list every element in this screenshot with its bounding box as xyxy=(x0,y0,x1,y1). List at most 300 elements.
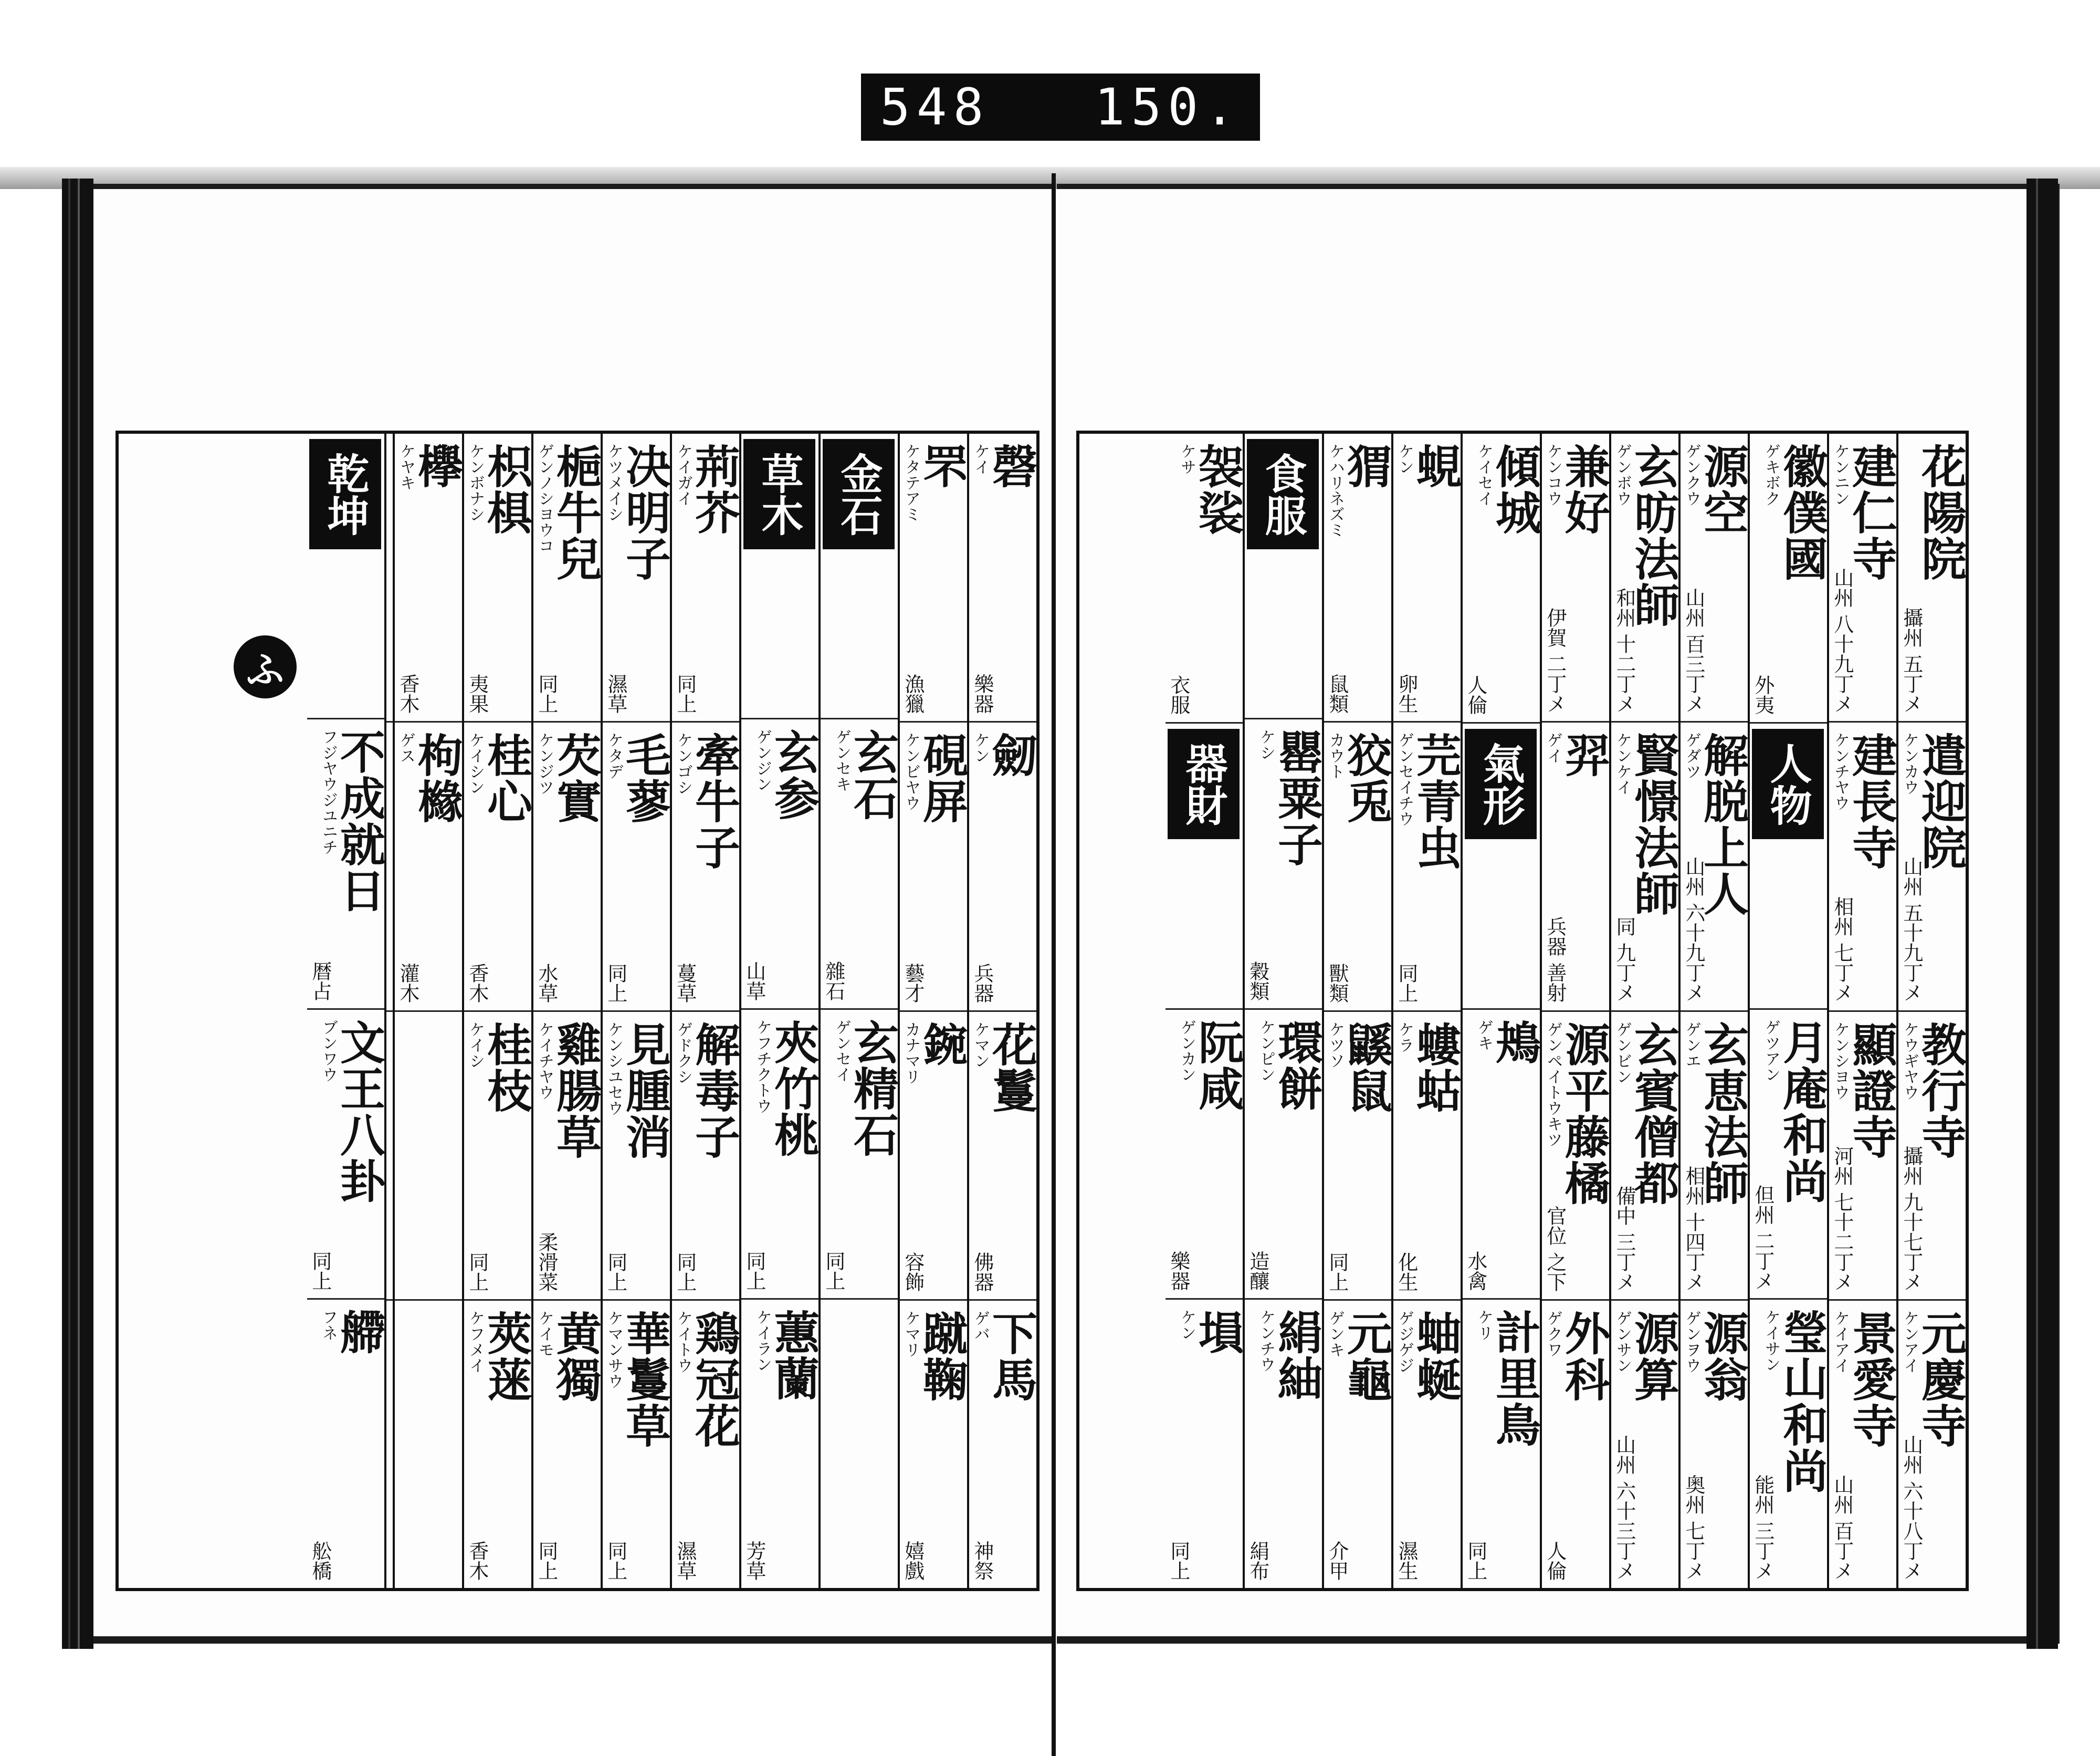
entry-reading: ゲンビン xyxy=(1613,1021,1632,1084)
entry-cell xyxy=(1542,434,1609,723)
entry-reading: カウト xyxy=(1326,732,1345,780)
section-heading: 乾坤 xyxy=(309,439,381,549)
entry-category: 山草 xyxy=(742,960,766,1001)
section-heading: 金石 xyxy=(823,439,895,549)
entry-category: 能州 三丁メ xyxy=(1751,1474,1774,1581)
entry-word: 外科 xyxy=(1557,1310,1610,1403)
entry-word: 傾城 xyxy=(1488,443,1541,536)
entry-cell xyxy=(464,1012,531,1301)
entry-reading: ケイアイ xyxy=(1831,1310,1850,1373)
entry-category: 山州 八十九丁メ xyxy=(1830,568,1854,714)
entry-category: 同上 xyxy=(604,1251,627,1292)
entry-reading: ケンチヤウ xyxy=(1831,732,1850,811)
entry-cell xyxy=(533,1301,601,1588)
left-dictionary-table xyxy=(116,431,1040,1591)
dictionary-column xyxy=(531,434,601,1588)
entry-category: 同上 xyxy=(308,1250,332,1291)
entry-cell xyxy=(969,1012,1036,1301)
entry-reading: ケンカウ xyxy=(1900,732,1919,796)
entry-cell xyxy=(1750,1300,1827,1588)
entry-cell xyxy=(386,1012,393,1301)
entry-category: 和州 十二丁メ xyxy=(1612,588,1636,714)
entry-reading: ゲンペイトウキツ xyxy=(1544,1021,1562,1147)
entry-word: 劒 xyxy=(984,732,1037,779)
entry-word: 鋺 xyxy=(915,1021,968,1068)
entry-word: 元慶寺 xyxy=(1914,1310,1967,1449)
entry-category: 攝州 九十七丁メ xyxy=(1899,1145,1923,1292)
entry-reading: ケンチウ xyxy=(1257,1309,1275,1372)
entry-reading: フジヤウジユニチ xyxy=(319,729,338,855)
entry-word: 玄賓僧都 xyxy=(1626,1021,1679,1206)
entry-cell xyxy=(1393,723,1461,1011)
entry-reading: ゲス xyxy=(397,732,415,764)
entry-word: 絹紬 xyxy=(1270,1309,1323,1402)
entry-category: 相州 七丁メ xyxy=(1830,896,1854,1003)
entry-reading: ゲンキ xyxy=(1326,1310,1345,1357)
entry-category: 同上 xyxy=(673,674,697,714)
entry-word: 袈裟 xyxy=(1191,443,1244,536)
entry-cell xyxy=(1542,1301,1609,1588)
dictionary-column xyxy=(1827,434,1896,1588)
entry-word: 元龜 xyxy=(1339,1310,1392,1403)
entry-word: 建仁寺 xyxy=(1844,443,1897,582)
entry-reading: ゲキボク xyxy=(1762,443,1780,506)
section-kana: ふ xyxy=(246,648,284,692)
entry-cell xyxy=(1324,723,1391,1011)
section-heading-cell xyxy=(1166,724,1243,1009)
entry-word: 花陽院 xyxy=(1914,443,1967,582)
entry-word: 玄精石 xyxy=(846,1019,899,1158)
entry-word: 螻蛄 xyxy=(1409,1021,1462,1114)
entry-cell xyxy=(1463,434,1540,724)
entry-word: 玄石 xyxy=(846,729,899,822)
entry-category: 濕生 xyxy=(1394,1541,1418,1581)
section-heading: 食服 xyxy=(1247,439,1319,549)
entry-cell xyxy=(1611,723,1678,1011)
entry-cell xyxy=(395,434,462,723)
entry-reading: ケツソ xyxy=(1326,1021,1345,1069)
entry-cell xyxy=(1898,723,1966,1011)
dictionary-column xyxy=(1243,434,1322,1588)
entry-reading: ゲンセイチウ xyxy=(1395,732,1414,827)
entry-reading: ケサ xyxy=(1178,443,1196,475)
entry-cell xyxy=(672,434,739,723)
entry-reading: ゲンセキ xyxy=(833,729,851,792)
entry-reading: ゲツアン xyxy=(1762,1019,1780,1082)
entry-cell xyxy=(395,723,462,1011)
entry-cell xyxy=(1324,434,1391,723)
entry-reading: ケンシユセウ xyxy=(605,1021,623,1116)
entry-reading: ゲンクウ xyxy=(1683,443,1701,506)
entry-reading: ケウギヤウ xyxy=(1900,1021,1919,1100)
entry-category: 衣服 xyxy=(1167,675,1190,715)
entry-reading: ケヤキ xyxy=(397,443,415,490)
section-heading-cell xyxy=(821,434,898,719)
entry-category: 蔓草 xyxy=(673,963,697,1003)
entry-cell xyxy=(1681,1301,1748,1588)
entry-word: 枳椇 xyxy=(479,443,532,536)
dictionary-column xyxy=(1391,434,1461,1588)
entry-cell xyxy=(603,1012,670,1301)
entry-cell xyxy=(533,434,601,723)
entry-cell xyxy=(1898,1012,1966,1301)
entry-reading: ケフメイ xyxy=(466,1310,485,1373)
entry-category: 藝才 xyxy=(901,963,925,1003)
entry-category: 暦占 xyxy=(308,960,332,1001)
entry-category: 山州 五十九丁メ xyxy=(1899,856,1923,1003)
entry-word: 枸櫞 xyxy=(410,732,463,825)
dictionary-column xyxy=(967,434,1036,1588)
entry-word: 玄昉法師 xyxy=(1626,443,1679,628)
entry-category: 嬉戲 xyxy=(901,1541,925,1581)
section-heading-cell xyxy=(1463,724,1540,1009)
entry-category: 舩橋 xyxy=(308,1541,332,1581)
entry-cell xyxy=(1611,1301,1678,1588)
section-heading-cell xyxy=(307,434,384,719)
dictionary-column xyxy=(1461,434,1540,1588)
entry-cell xyxy=(395,1012,462,1301)
entry-reading: ケンシヨウ xyxy=(1831,1021,1850,1100)
entry-category: 漁獵 xyxy=(901,674,925,714)
entry-cell xyxy=(1245,1010,1322,1300)
entry-category: 卵生 xyxy=(1394,674,1418,714)
entry-cell xyxy=(1611,434,1678,723)
entry-category: 同上 xyxy=(465,1251,489,1292)
entry-cell xyxy=(1166,434,1243,724)
archive-label-strip xyxy=(861,74,1260,141)
entry-cell xyxy=(1898,1301,1966,1588)
entry-word: 環餅 xyxy=(1270,1019,1323,1112)
dictionary-column xyxy=(1678,434,1748,1588)
entry-reading: ケンアイ xyxy=(1900,1310,1919,1373)
entry-cell xyxy=(1750,434,1827,724)
book-gutter xyxy=(1052,173,1056,1756)
entry-category: 夷果 xyxy=(465,674,489,714)
entry-word: 桂心 xyxy=(479,732,532,825)
entry-category: 芳草 xyxy=(742,1541,766,1581)
entry-category: 獸類 xyxy=(1325,963,1349,1003)
entry-cell xyxy=(386,1301,393,1588)
entry-cell xyxy=(900,434,967,723)
entry-reading: ケタデ xyxy=(605,732,623,780)
entry-category: 樂器 xyxy=(1167,1250,1190,1291)
entry-category: 同上 xyxy=(604,1541,627,1581)
entry-category: 佛器 xyxy=(970,1251,994,1292)
entry-reading: ケイセイ xyxy=(1475,443,1493,506)
entry-word: 猬 xyxy=(1339,443,1392,489)
entry-cell xyxy=(672,723,739,1011)
entry-category: 香木 xyxy=(396,674,419,714)
dictionary-column xyxy=(1748,434,1827,1588)
entry-cell xyxy=(1393,1301,1461,1588)
dictionary-column xyxy=(670,434,739,1588)
entry-reading: ケンニン xyxy=(1831,443,1850,506)
entry-word: 源算 xyxy=(1626,1310,1679,1403)
entry-reading: ゲイ xyxy=(1544,732,1562,764)
entry-word: 蚰蜒 xyxy=(1409,1310,1462,1403)
entry-cell xyxy=(741,1010,818,1300)
entry-word: 蕙蘭 xyxy=(766,1309,820,1402)
entry-category: 但州 二丁メ xyxy=(1751,1184,1774,1291)
entry-category: 穀類 xyxy=(1246,960,1269,1001)
archive-number-left: 548 xyxy=(880,78,990,137)
entry-word: 桂枝 xyxy=(479,1021,532,1114)
dictionary-column xyxy=(1609,434,1678,1588)
entry-category: 山州 百丁メ xyxy=(1830,1474,1854,1581)
entry-cell xyxy=(969,1301,1036,1588)
entry-cell xyxy=(1681,1012,1748,1301)
entry-cell xyxy=(464,434,531,723)
entry-cell xyxy=(1166,1300,1243,1588)
entry-reading: ケンボナシ xyxy=(466,443,485,522)
entry-category: 同 九丁メ xyxy=(1612,916,1636,1003)
entry-reading: ケラ xyxy=(1395,1021,1414,1053)
entry-word: 計里鳥 xyxy=(1488,1309,1541,1448)
entry-reading: ゲンサン xyxy=(1613,1310,1632,1373)
entry-reading: ケイシ xyxy=(466,1021,485,1069)
entry-word: 罘 xyxy=(915,443,968,489)
entry-cell xyxy=(821,719,898,1009)
entry-cell xyxy=(672,1012,739,1301)
entry-category: 介甲 xyxy=(1325,1541,1349,1581)
entry-word: 教行寺 xyxy=(1914,1021,1967,1160)
entry-reading: ケフチクトウ xyxy=(753,1019,772,1114)
entry-word: 景愛寺 xyxy=(1844,1310,1897,1449)
entry-category: 同上 xyxy=(604,963,627,1003)
entry-cell xyxy=(307,719,384,1009)
entry-word: 見腫消 xyxy=(618,1021,671,1160)
entry-word: 下馬 xyxy=(984,1310,1037,1403)
entry-category: 容飾 xyxy=(901,1251,925,1292)
entry-category: 河州 七十二丁メ xyxy=(1830,1145,1854,1292)
entry-cell xyxy=(900,1012,967,1301)
entry-category: 外夷 xyxy=(1751,675,1774,715)
entry-word: 源空 xyxy=(1696,443,1749,536)
entry-reading: ケハリネズミ xyxy=(1326,443,1345,538)
section-heading-cell xyxy=(1245,434,1322,719)
entry-cell xyxy=(900,723,967,1011)
entry-reading: ケンビヤウ xyxy=(902,732,920,811)
entry-word: 夾竹桃 xyxy=(766,1019,820,1158)
entry-word: 建長寺 xyxy=(1844,732,1897,871)
entry-reading: ゲダツ xyxy=(1683,732,1701,780)
entry-category: 樂器 xyxy=(970,674,994,714)
entry-word: 鶏冠花 xyxy=(687,1310,740,1449)
dictionary-column xyxy=(1540,434,1609,1588)
entry-cell xyxy=(1611,1012,1678,1301)
entry-category: 香木 xyxy=(465,1541,489,1581)
entry-word: 顯證寺 xyxy=(1844,1021,1897,1160)
entry-reading: ケンゴシ xyxy=(674,732,692,796)
entry-word: 塤 xyxy=(1191,1309,1244,1355)
dictionary-column xyxy=(818,434,898,1588)
entry-cell xyxy=(603,1301,670,1588)
entry-reading: ゲンカン xyxy=(1178,1019,1196,1082)
entry-cell xyxy=(741,1300,818,1588)
entry-cell xyxy=(533,1012,601,1301)
entry-cell xyxy=(1898,434,1966,723)
entry-cell xyxy=(603,434,670,723)
entry-word: 解脱上人 xyxy=(1696,732,1749,917)
entry-reading: ケイサン xyxy=(1762,1309,1780,1372)
entry-word: 鴂 xyxy=(1488,1019,1541,1065)
entry-category: 山州 六十八丁メ xyxy=(1899,1434,1923,1581)
entry-cell xyxy=(1681,434,1748,723)
entry-cell xyxy=(1463,1010,1540,1300)
entry-word: 兼好 xyxy=(1557,443,1610,536)
entry-cell xyxy=(1829,723,1896,1011)
entry-word: 欅 xyxy=(410,443,463,489)
entry-reading: ケン xyxy=(971,732,990,764)
entry-word: 雞腸草 xyxy=(549,1021,602,1160)
entry-category: 同上 xyxy=(742,1250,766,1291)
right-book-edge xyxy=(2026,179,2058,1649)
entry-cell xyxy=(1542,1012,1609,1301)
entry-reading: ケイトウ xyxy=(674,1310,692,1373)
entry-reading: ゲンヲウ xyxy=(1683,1310,1701,1373)
entry-cell xyxy=(464,723,531,1011)
entry-category: 官位 之下 xyxy=(1543,1205,1567,1292)
entry-word: 决明子 xyxy=(618,443,671,582)
entry-word: 羿 xyxy=(1557,732,1610,779)
entry-word: 艜 xyxy=(332,1309,385,1355)
entry-cell xyxy=(386,434,393,723)
entry-cell xyxy=(395,1301,462,1588)
entry-reading: ケンケイ xyxy=(1613,732,1632,796)
entry-word: 花鬘 xyxy=(984,1021,1037,1114)
section-heading: 器財 xyxy=(1168,729,1240,839)
entry-category: 同上 xyxy=(673,1251,697,1292)
entry-cell xyxy=(1166,1010,1243,1300)
entry-cell xyxy=(969,434,1036,723)
entry-word: 不成就日 xyxy=(332,729,385,914)
entry-cell xyxy=(1542,723,1609,1011)
entry-cell xyxy=(741,719,818,1009)
entry-reading: フネ xyxy=(319,1309,338,1341)
entry-reading: ケンピン xyxy=(1257,1019,1275,1082)
entry-category: 神祭 xyxy=(970,1541,994,1581)
entry-category: 同上 xyxy=(1325,1251,1349,1292)
left-book-edge xyxy=(62,179,93,1649)
entry-reading: ゲンジン xyxy=(753,729,772,792)
dictionary-column xyxy=(1896,434,1966,1588)
entry-word: 牽牛子 xyxy=(687,732,740,871)
entry-word: 黄獨 xyxy=(549,1310,602,1403)
entry-reading: ゲンセイ xyxy=(833,1019,851,1082)
entry-word: 華鬘草 xyxy=(618,1310,671,1449)
entry-category: 攝州 五丁メ xyxy=(1899,608,1923,714)
entry-word: 磬 xyxy=(984,443,1037,489)
entry-category: 灌木 xyxy=(396,963,419,1003)
dictionary-column xyxy=(739,434,818,1588)
entry-category: 同上 xyxy=(1394,963,1418,1003)
dictionary-column xyxy=(1322,434,1391,1588)
section-heading-cell xyxy=(741,434,818,719)
entry-category: 伊賀 二丁メ xyxy=(1543,608,1567,714)
entry-reading: ケリ xyxy=(1475,1309,1493,1341)
entry-reading: ゲンボウ xyxy=(1613,443,1632,506)
entry-reading: ケイシン xyxy=(466,732,485,796)
entry-category: 絹布 xyxy=(1246,1541,1269,1581)
section-heading: 人物 xyxy=(1752,729,1824,839)
entry-category: 造釀 xyxy=(1246,1250,1269,1291)
entry-reading: ケン xyxy=(1178,1309,1196,1341)
entry-cell xyxy=(1393,1012,1461,1301)
entry-reading: ケンジツ xyxy=(536,732,554,796)
entry-word: 毛蓼 xyxy=(618,732,671,825)
entry-word: 梔牛兒 xyxy=(549,443,602,582)
entry-reading: ケン xyxy=(1395,443,1414,475)
entry-reading: ゲンノシヨウコ xyxy=(536,443,554,553)
entry-category: 同上 xyxy=(1464,1541,1487,1581)
dictionary-column xyxy=(1166,434,1243,1588)
entry-word: 芫青虫 xyxy=(1409,732,1462,871)
entry-word: 硯屏 xyxy=(915,732,968,825)
entry-category: 濕草 xyxy=(673,1541,697,1581)
dictionary-column xyxy=(393,434,462,1588)
entry-cell xyxy=(821,1300,898,1588)
entry-reading: ケマンサウ xyxy=(605,1310,623,1389)
dictionary-column xyxy=(307,434,384,1588)
entry-cell xyxy=(1681,723,1748,1011)
entry-category: 備中 三丁メ xyxy=(1612,1185,1636,1292)
entry-category: 兵器 善射 xyxy=(1543,916,1567,1003)
entry-reading: ケシ xyxy=(1257,729,1275,761)
entry-word: 源平藤橘 xyxy=(1557,1021,1610,1206)
dictionary-column xyxy=(601,434,670,1588)
entry-cell xyxy=(1463,1300,1540,1588)
entry-cell xyxy=(969,723,1036,1011)
entry-reading: ゲンエ xyxy=(1683,1021,1701,1069)
entry-cell xyxy=(1245,1300,1322,1588)
entry-category: 奥州 七丁メ xyxy=(1682,1474,1705,1581)
entry-cell xyxy=(900,1301,967,1588)
entry-reading: ケイガイ xyxy=(674,443,692,506)
entry-reading: ゲバ xyxy=(971,1310,990,1342)
entry-category: 水禽 xyxy=(1464,1250,1487,1291)
entry-word: 蜆 xyxy=(1409,443,1462,489)
entry-word: 狡兎 xyxy=(1339,732,1392,825)
entry-reading: ゲジゲジ xyxy=(1395,1310,1414,1373)
entry-word: 賢憬法師 xyxy=(1626,732,1679,917)
entry-reading: ケイ xyxy=(971,443,990,475)
section-heading: 氣形 xyxy=(1465,729,1537,839)
entry-reading: ゲドクシ xyxy=(674,1021,692,1084)
entry-category: 山州 百三丁メ xyxy=(1682,588,1705,714)
entry-cell xyxy=(1324,1012,1391,1301)
entry-cell xyxy=(307,1010,384,1300)
entry-cell xyxy=(1393,434,1461,723)
entry-word: 玄参 xyxy=(766,729,820,822)
dictionary-column xyxy=(462,434,531,1588)
entry-cell xyxy=(672,1301,739,1588)
entry-reading: ケタテアミ xyxy=(902,443,920,522)
entry-category: 山州 六十九丁メ xyxy=(1682,856,1705,1003)
entry-category: 鼠類 xyxy=(1325,674,1349,714)
entry-cell xyxy=(307,1300,384,1588)
entry-category: 人倫 xyxy=(1543,1541,1567,1581)
entry-reading: ブンワウ xyxy=(319,1019,338,1082)
archive-number-right: 150. xyxy=(1094,78,1241,137)
dictionary-column xyxy=(898,434,967,1588)
entry-reading: ケイモ xyxy=(536,1310,554,1357)
entry-word: 芡實 xyxy=(549,732,602,825)
entry-cell xyxy=(1324,1301,1391,1588)
entry-cell xyxy=(1829,1301,1896,1588)
entry-category: 濕草 xyxy=(604,674,627,714)
entry-reading: ケイチヤウ xyxy=(536,1021,554,1100)
entry-cell xyxy=(1829,434,1896,723)
